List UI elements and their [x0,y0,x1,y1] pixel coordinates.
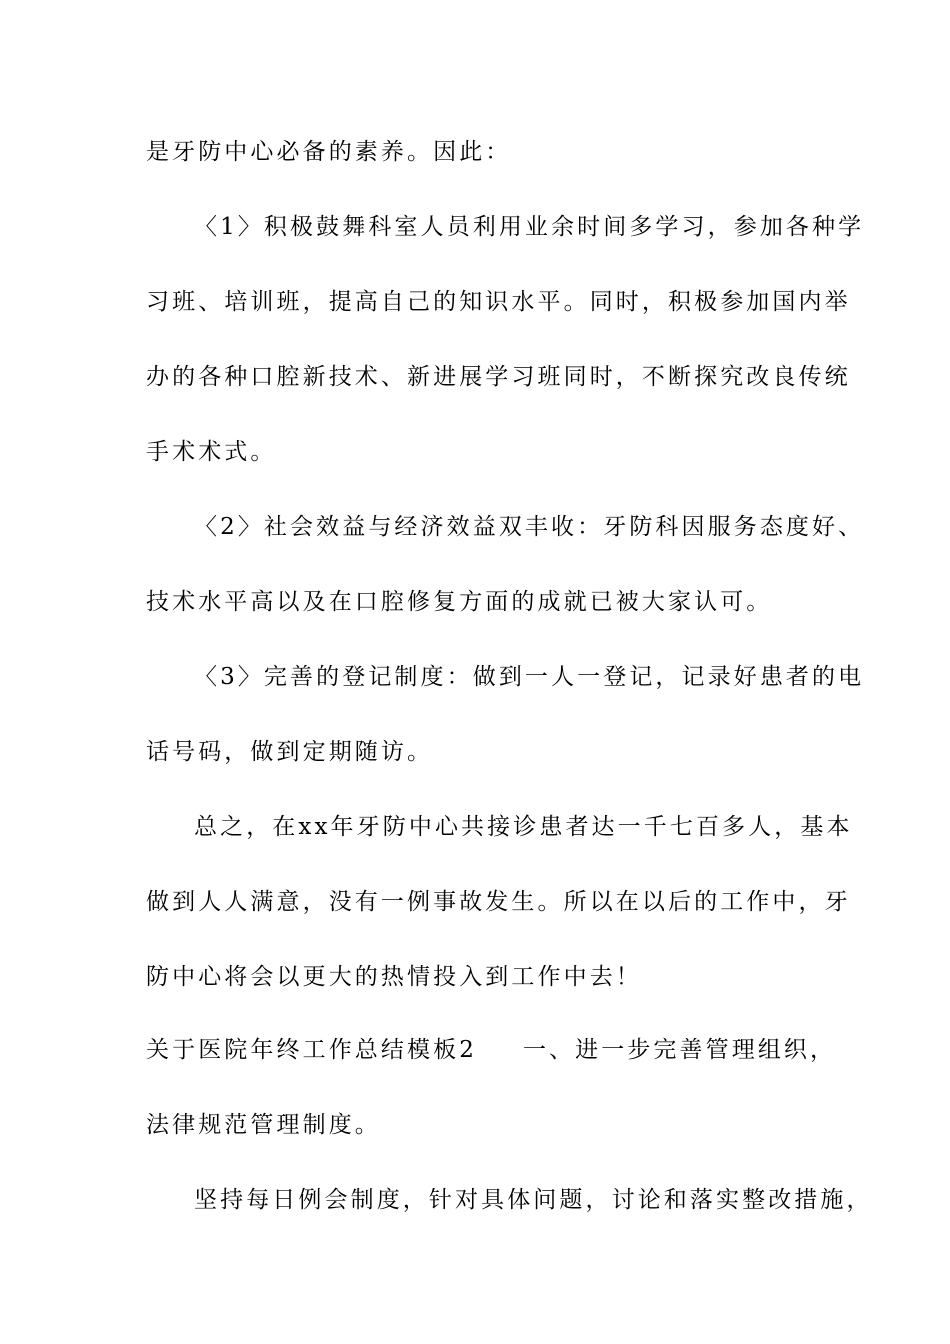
paragraph-line: 总之，在xx年牙防中心共接诊患者达一千七百多人，基本 [194,814,853,840]
paragraph-line: 习班、培训班，提高自己的知识水平。同时，积极参加国内举 [146,289,851,315]
paragraph-line: 〈2〉社会效益与经济效益双丰收：牙防科因服务态度好、 [194,514,865,540]
paragraph-line: 坚持每日例会制度，针对具体问题，讨论和落实整改措施， [194,1187,873,1213]
paragraph-line: 技术水平高以及在口腔修复方面的成就已被大家认可。 [146,589,773,615]
section-title: 关于医院年终工作总结模板2 [146,1037,477,1063]
paragraph-line: 〈3〉完善的登记制度：做到一人一登记，记录好患者的电 [194,664,865,690]
paragraph-line: 〈1〉积极鼓舞科室人员利用业余时间多学习，参加各种学 [194,214,865,240]
paragraph-line: 手术术式。 [146,439,277,465]
paragraph-line: 办的各种口腔新技术、新进展学习班同时，不断探究改良传统 [146,364,851,390]
section-heading-line [146,1035,836,1065]
section-subheading: 一、进一步完善管理组织， [522,1037,837,1063]
paragraph-line: 是牙防中心必备的素养。因此： [146,139,512,165]
paragraph-line: 防中心将会以更大的热情投入到工作中去！ [146,964,642,990]
paragraph-line: 做到人人满意，没有一例事故发生。所以在以后的工作中，牙 [146,889,851,915]
paragraph-line: 话号码，做到定期随访。 [146,739,434,765]
paragraph-line: 法律规范管理制度。 [146,1112,381,1138]
